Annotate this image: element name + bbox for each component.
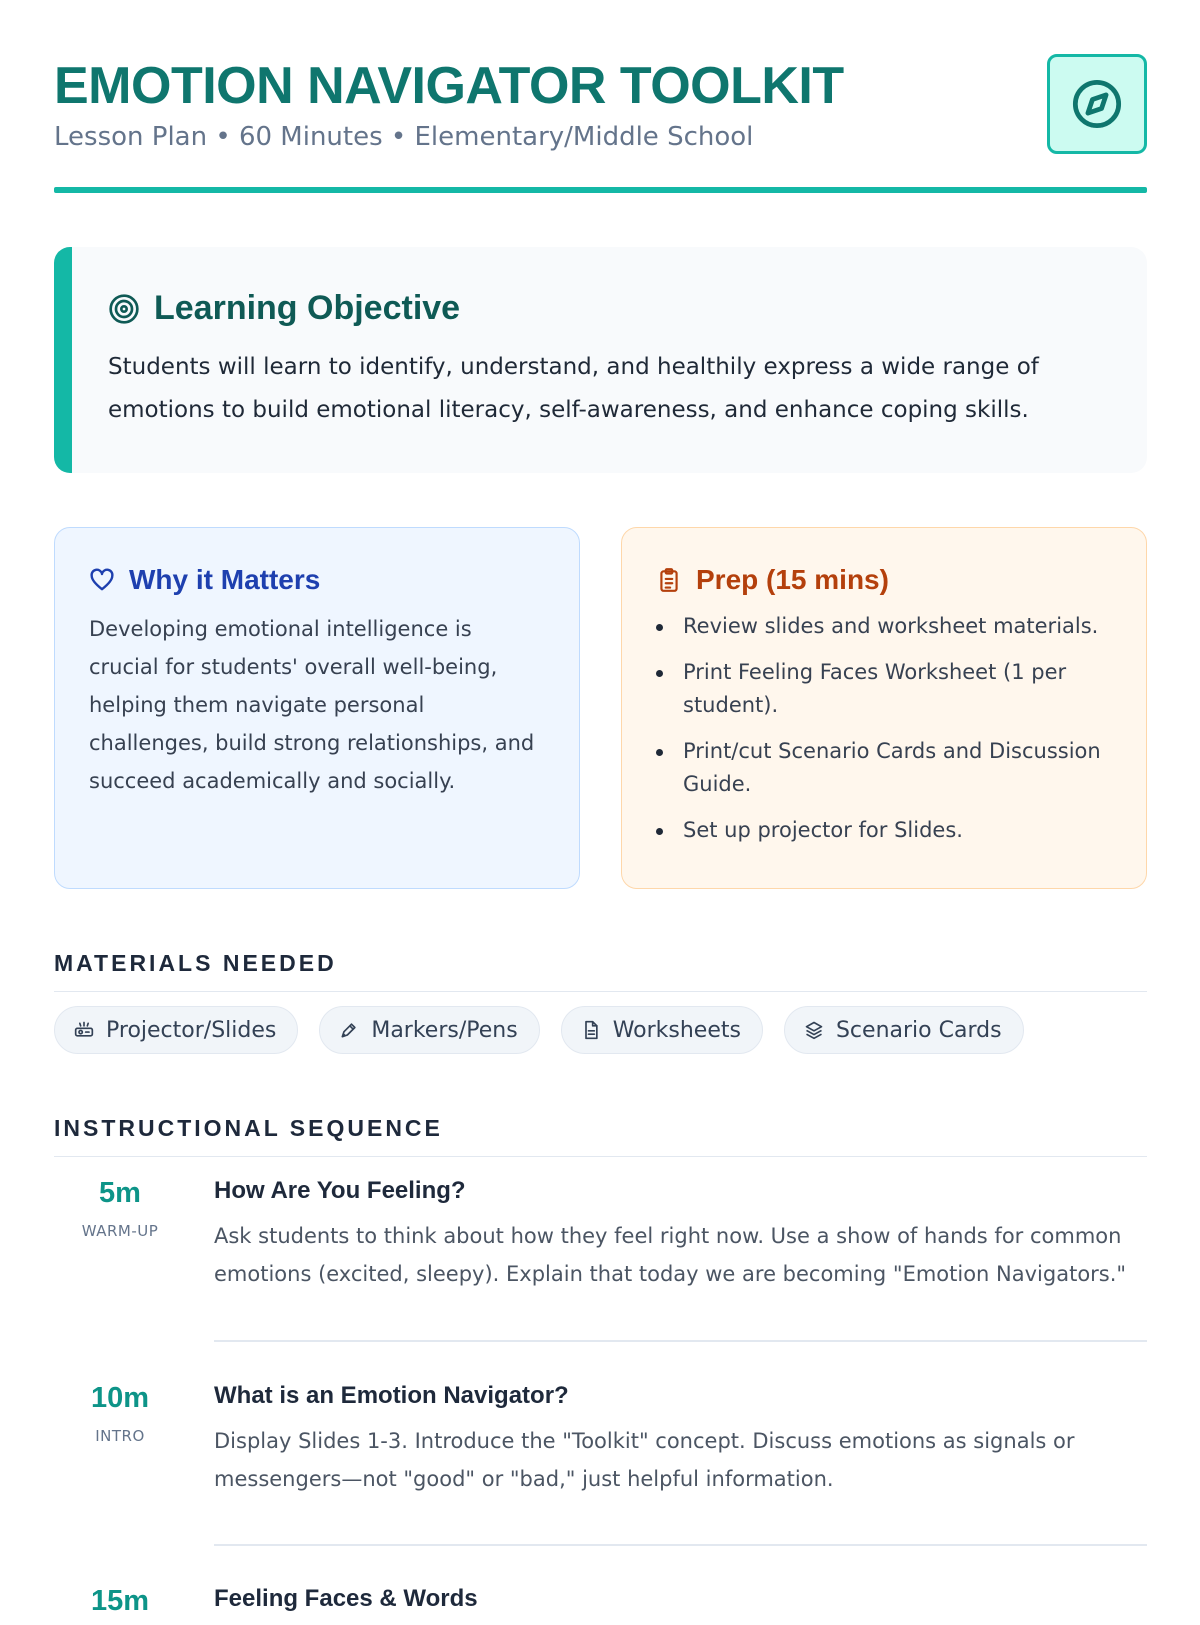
step-title: What is an Emotion Navigator? <box>214 1382 569 1409</box>
material-label: Scenario Cards <box>835 1017 1002 1043</box>
why-text: Developing emotional intelligence is crucial for students' overall well-being, helping them navigate personal challenges, build strong relationships, and succeed academically and socially. <box>89 617 535 793</box>
document-icon <box>581 1020 601 1040</box>
material-chip-worksheets <box>561 1006 763 1054</box>
header-divider <box>54 187 1147 193</box>
step-description: Display Slides 1-3. Introduce the "Toolkit" concept. Discuss emotions as signals or messengers—not "good" or "bad," just helpful information. <box>214 1429 1075 1491</box>
step-body <box>214 1382 1147 1498</box>
prep-card <box>621 527 1147 889</box>
step-body <box>214 1177 1147 1293</box>
objective-title: Learning Objective <box>154 289 461 327</box>
materials-list <box>54 1006 1024 1054</box>
why-title: Why it Matters <box>129 564 321 595</box>
material-label: Markers/Pens <box>371 1017 518 1043</box>
prep-item: Print/cut Scenario Cards and Discussion Guide. <box>656 735 1112 801</box>
prep-item: Set up projector for Slides. <box>656 814 1112 847</box>
objective-text: Students will learn to identify, understand, and healthily express a wide range of emotions to build emotional literacy, self-awareness, and enhance coping skills. <box>108 354 1039 423</box>
compass-icon <box>1071 78 1123 130</box>
step-divider <box>214 1340 1147 1342</box>
material-label: Worksheets <box>612 1017 741 1043</box>
heart-icon <box>89 567 115 593</box>
step-minutes: 15m <box>90 1585 150 1617</box>
step-body <box>214 1585 1147 1625</box>
material-label: Projector/Slides <box>106 1017 277 1043</box>
page-title: EMOTION NAVIGATOR TOOLKIT <box>54 57 844 115</box>
step-phase: INTRO <box>95 1427 145 1445</box>
material-chip-markers <box>319 1006 539 1054</box>
step-duration <box>54 1177 186 1240</box>
prep-title: Prep (15 mins) <box>696 564 889 595</box>
step-title: Feeling Faces & Words <box>214 1585 478 1612</box>
step-divider <box>214 1544 1147 1546</box>
target-icon <box>108 293 140 325</box>
page-header <box>54 0 1147 195</box>
logo-badge <box>1047 54 1147 154</box>
lesson-plan-page <box>54 0 1147 1617</box>
materials-heading: MATERIALS NEEDED <box>54 950 1147 992</box>
sequence-heading: INSTRUCTIONAL SEQUENCE <box>54 1115 1147 1157</box>
clipboard-icon <box>656 567 682 593</box>
projector-icon <box>74 1020 94 1040</box>
step-minutes: 10m <box>90 1382 150 1414</box>
step-duration <box>54 1382 186 1445</box>
marker-icon <box>339 1020 359 1040</box>
prep-item: Review slides and worksheet materials. <box>656 610 1112 643</box>
why-it-matters-card <box>54 527 580 889</box>
layers-icon <box>804 1020 824 1040</box>
prep-list <box>656 610 1112 847</box>
step-duration <box>54 1585 186 1618</box>
material-chip-projector <box>54 1006 298 1054</box>
step-phase: WARM-UP <box>81 1222 159 1240</box>
step-title: How Are You Feeling? <box>214 1177 466 1204</box>
material-chip-scenario-cards <box>784 1006 1024 1054</box>
page-subtitle: Lesson Plan • 60 Minutes • Elementary/Middle School <box>54 122 754 152</box>
step-description: Ask students to think about how they feel right now. Use a show of hands for common emotions (excited, sleepy). Explain that today we are becoming "Emotion Navigators." <box>214 1224 1127 1286</box>
prep-item: Print Feeling Faces Worksheet (1 per student). <box>656 656 1112 722</box>
step-minutes: 5m <box>99 1177 141 1209</box>
learning-objective-card <box>54 247 1147 473</box>
